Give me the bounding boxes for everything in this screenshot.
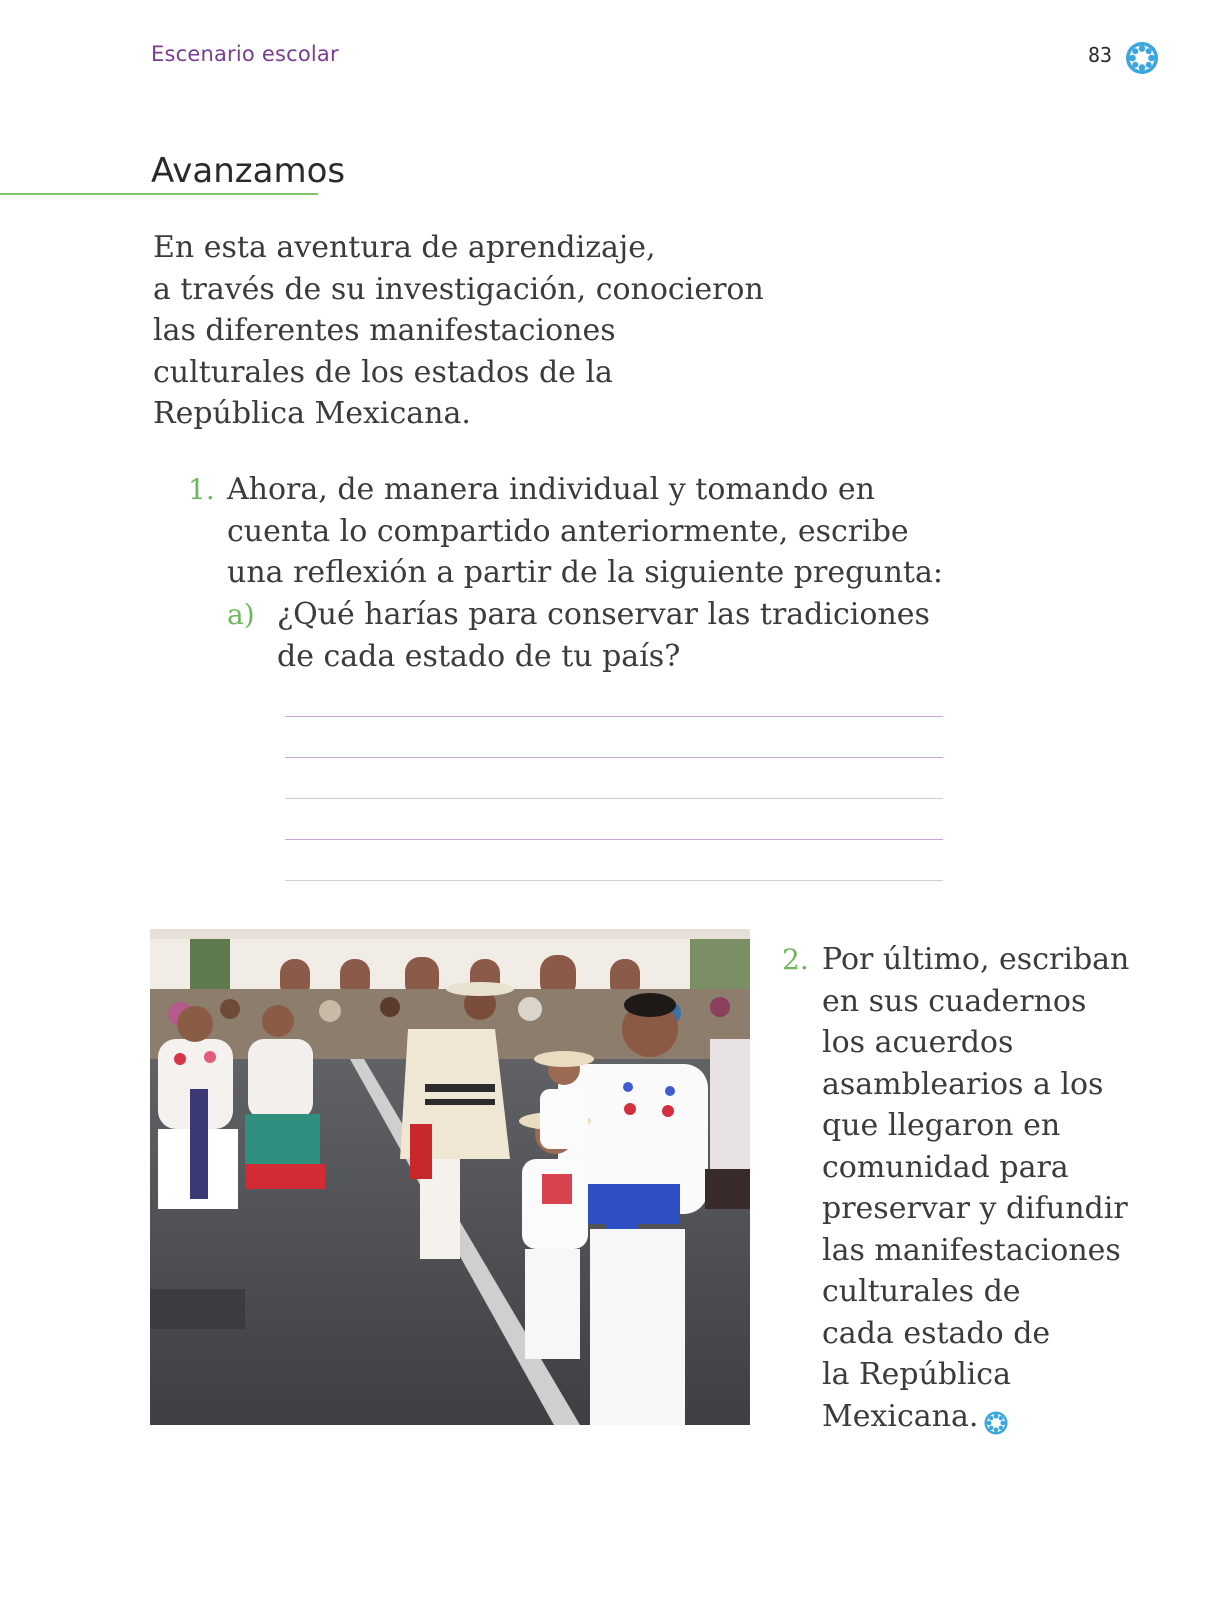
item-2-line: que llegaron en: [822, 1108, 1061, 1143]
intro-line: República Mexicana.: [153, 396, 471, 431]
question-line: de cada estado de tu país?: [277, 638, 681, 674]
section-title: Avanzamos: [151, 151, 346, 191]
item-2-line: asamblearios a los: [822, 1066, 1104, 1102]
intro-line: a través de su investigación, conocieron: [153, 271, 764, 307]
item-2-line: los acuerdos: [822, 1025, 1014, 1060]
answer-line-3[interactable]: [285, 798, 943, 799]
item-1a-question: [277, 594, 930, 677]
item-2-line: culturales de: [822, 1274, 1021, 1309]
item-2-line: cada estado de: [822, 1315, 1051, 1351]
item-2-number: 2.: [782, 943, 809, 976]
item-1-number: 1.: [188, 473, 215, 506]
intro-line: En esta aventura de aprendizaje,: [153, 230, 656, 265]
item-2-line: en sus cuadernos: [822, 983, 1087, 1019]
item-2-text: [822, 939, 1129, 1437]
flower-icon: [1124, 40, 1160, 76]
item-2-line: la República: [822, 1357, 1011, 1392]
intro-line: las diferentes manifestaciones: [153, 313, 616, 348]
item-2-line: preservar y difundir: [822, 1191, 1128, 1226]
flower-icon: [983, 1410, 1009, 1436]
item-2-line: comunidad para: [822, 1149, 1069, 1185]
item-2-line: Mexicana.: [822, 1398, 979, 1434]
answer-line-4[interactable]: [285, 839, 943, 840]
page-number: 83: [1088, 43, 1113, 67]
answer-line-5[interactable]: [285, 880, 943, 881]
answer-line-1[interactable]: [285, 716, 943, 717]
running-header: Escenario escolar: [151, 42, 339, 66]
intro-paragraph: [153, 227, 793, 435]
item-1a-letter: a): [227, 598, 255, 631]
title-underline: [0, 193, 318, 195]
parade-photo: [150, 929, 750, 1425]
parade-illustration: [150, 929, 750, 1425]
answer-line-2[interactable]: [285, 757, 943, 758]
intro-line: culturales de los estados de la: [153, 354, 613, 390]
question-line: ¿Qué harías para conservar las tradiciones: [277, 597, 930, 632]
item-1-line: Ahora, de manera individual y tomando en: [227, 472, 875, 507]
item-1-text: [227, 469, 943, 594]
item-2-line: las manifestaciones: [822, 1232, 1121, 1268]
item-2-line: Por último, escriban: [822, 942, 1130, 977]
item-1-line: cuenta lo compartido anteriormente, escribe: [227, 513, 909, 549]
item-1-line: una reflexión a partir de la siguiente pregunta:: [227, 555, 943, 590]
